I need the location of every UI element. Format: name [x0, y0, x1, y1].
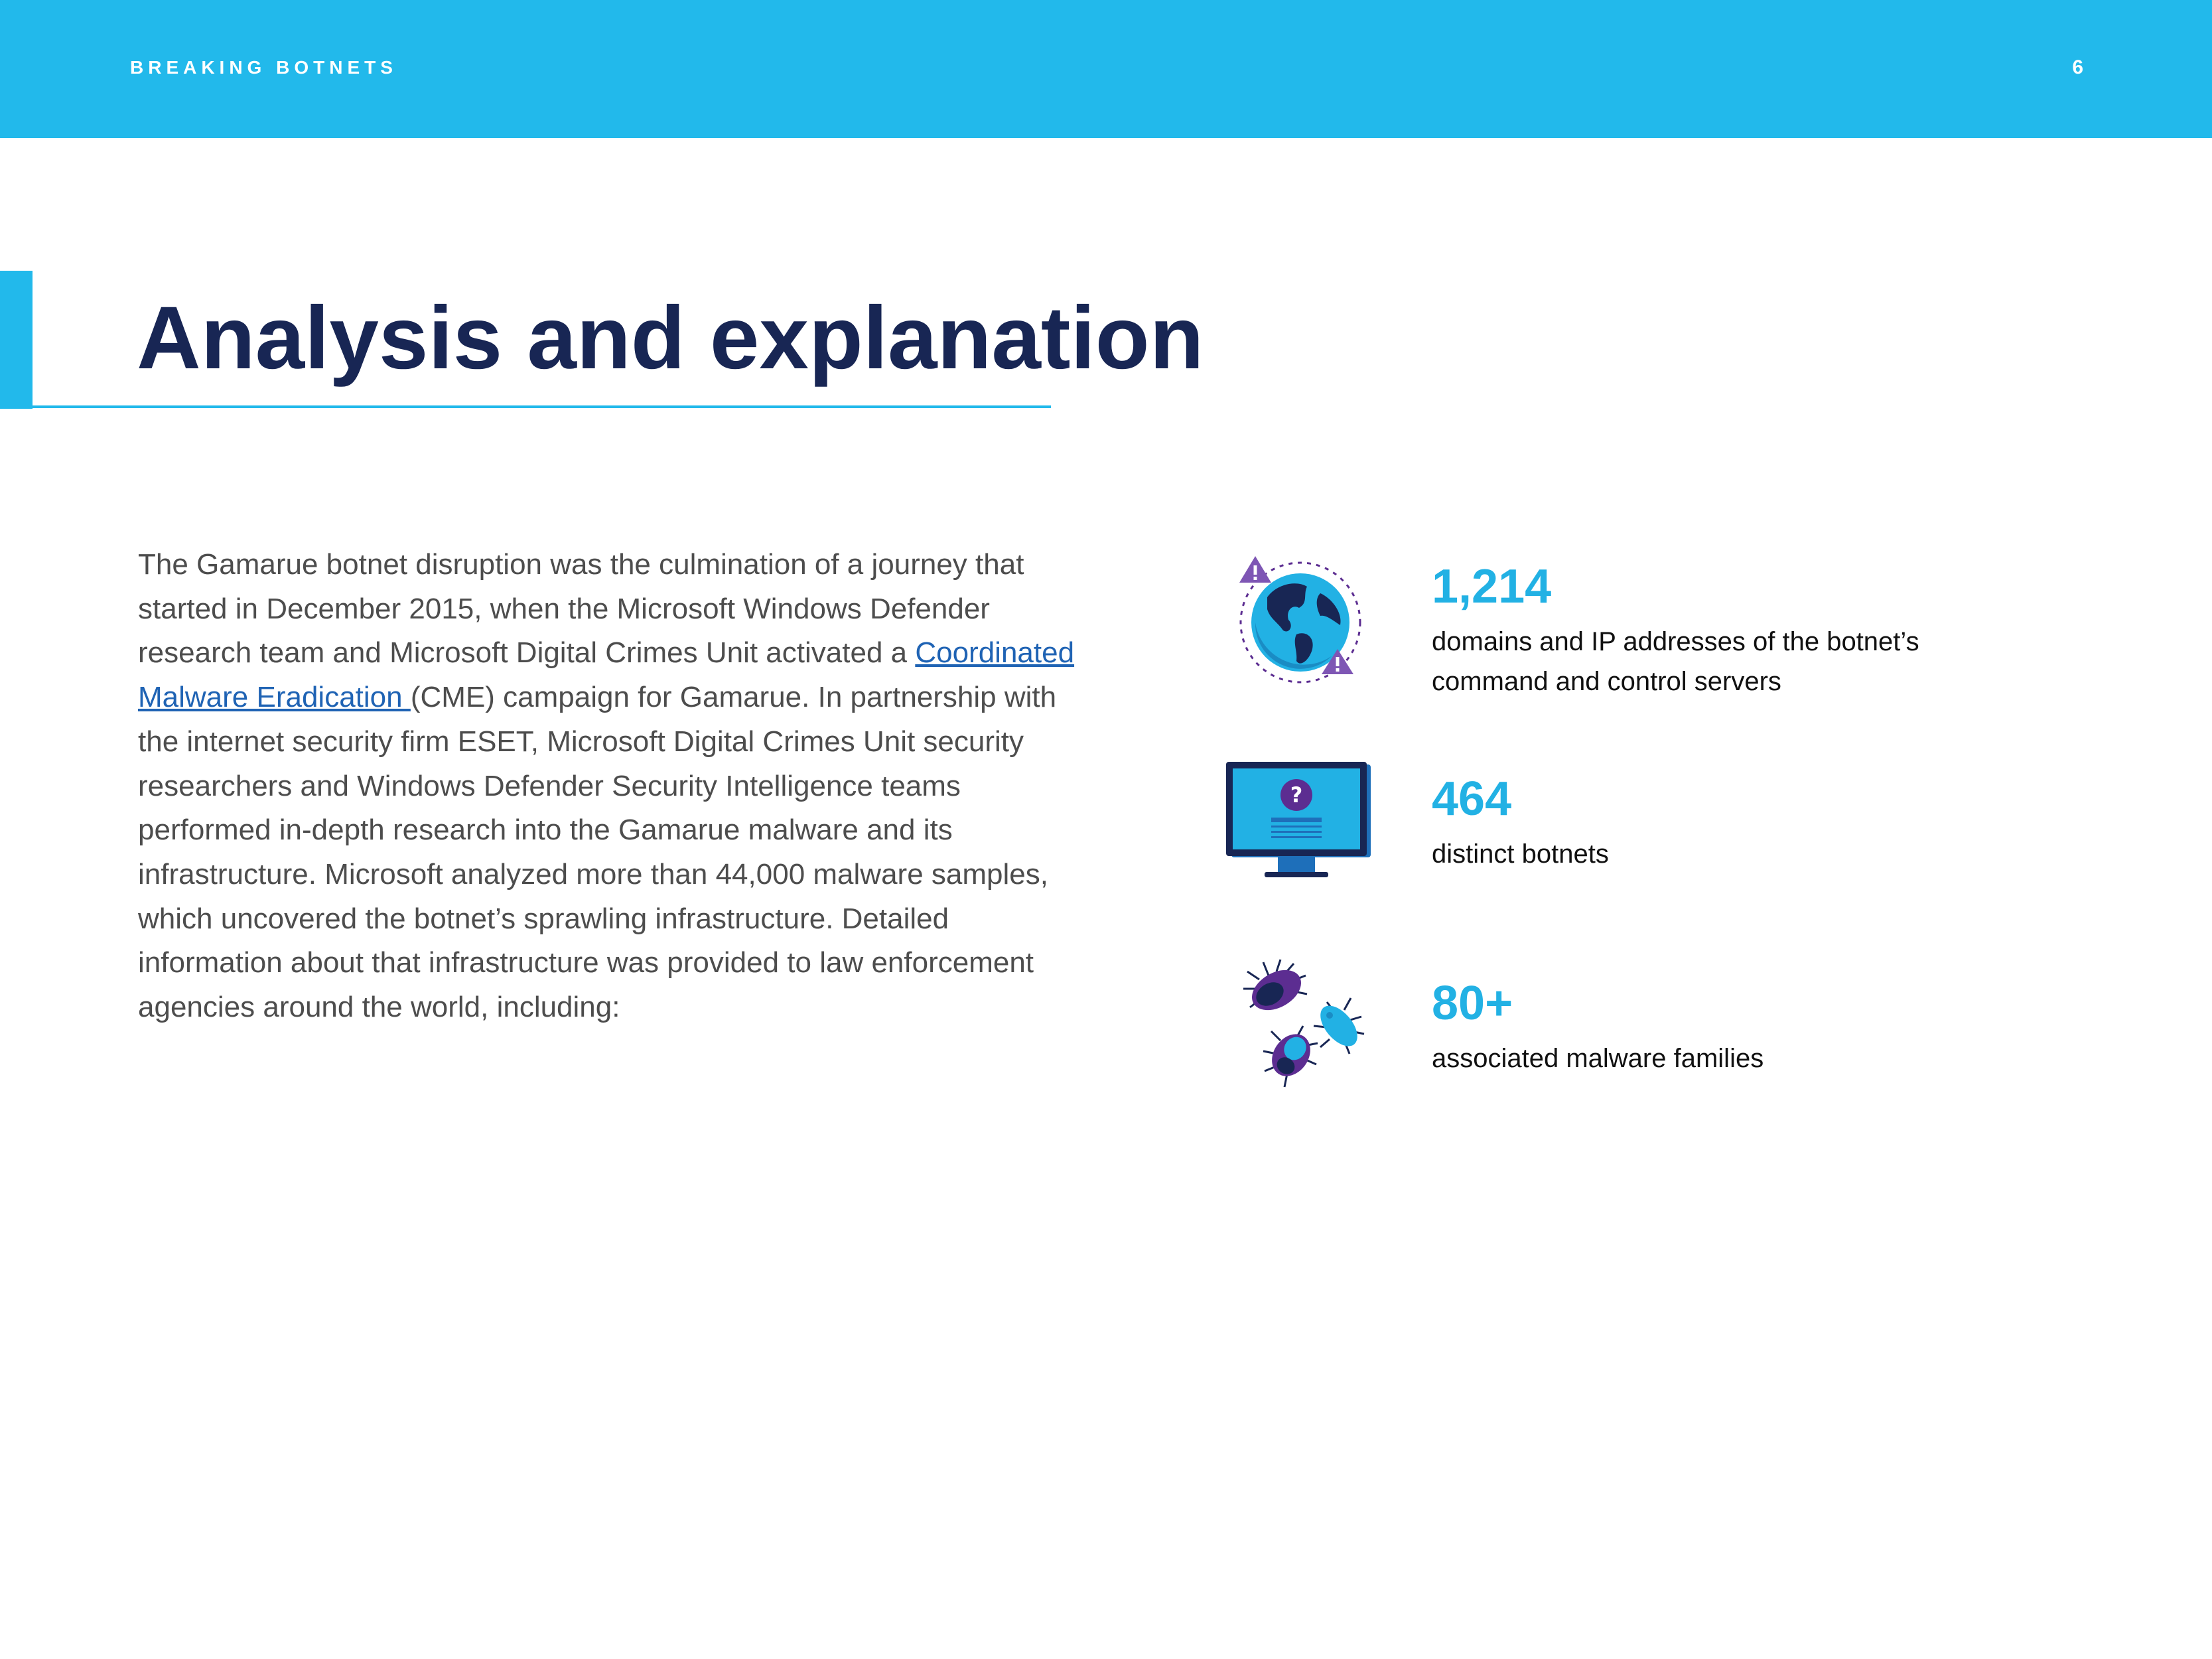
monitor-question-icon — [1225, 760, 1377, 880]
bugs-icon — [1230, 957, 1376, 1103]
stat-value-domains: 1,214 — [1432, 560, 1552, 613]
running-title: BREAKING BOTNETS — [130, 57, 397, 78]
svg-text:?: ? — [1290, 782, 1303, 808]
cme-link[interactable]: Coordinated Malware Eradication — [138, 636, 1075, 714]
stat-description-domains: domains and IP addresses of the botnet’s command and control servers — [1432, 627, 1919, 696]
stat-description-malware-families: associated malware families — [1432, 1044, 1764, 1073]
page-number: 6 — [2072, 56, 2083, 78]
title-underline — [33, 405, 1051, 408]
title-accent-block — [0, 271, 33, 409]
stat-value-botnets: 464 — [1432, 772, 1512, 826]
stat-value-malware-families: 80+ — [1432, 977, 1513, 1030]
body-text-before-link: The Gamarue botnet disruption was the culmination of a journey that started in December 2015, when the Microsoft Windows Defender research team and Microsoft Digital Crimes Unit activated a — [138, 548, 1024, 670]
globe-warning-icon — [1233, 556, 1372, 689]
stat-description-botnets: distinct botnets — [1432, 839, 1609, 869]
page-title: Analysis and explanation — [137, 289, 1204, 388]
body-paragraph — [138, 543, 1080, 1030]
body-text-after-link: (CME) campaign for Gamarue. In partnership with the internet security firm ESET, Microsoft Digital Crimes Unit security researchers and Windows Defender Security Intelligence teams performed in-depth research into the Gamarue malware and its infrastructure. Microsoft analyzed more than 44,000 malware samples, which uncovered the botnet’s sprawling infrastructure. Detailed information about that infrastructure was provided to law enforcement agencies around the world, including: — [138, 681, 1057, 1024]
